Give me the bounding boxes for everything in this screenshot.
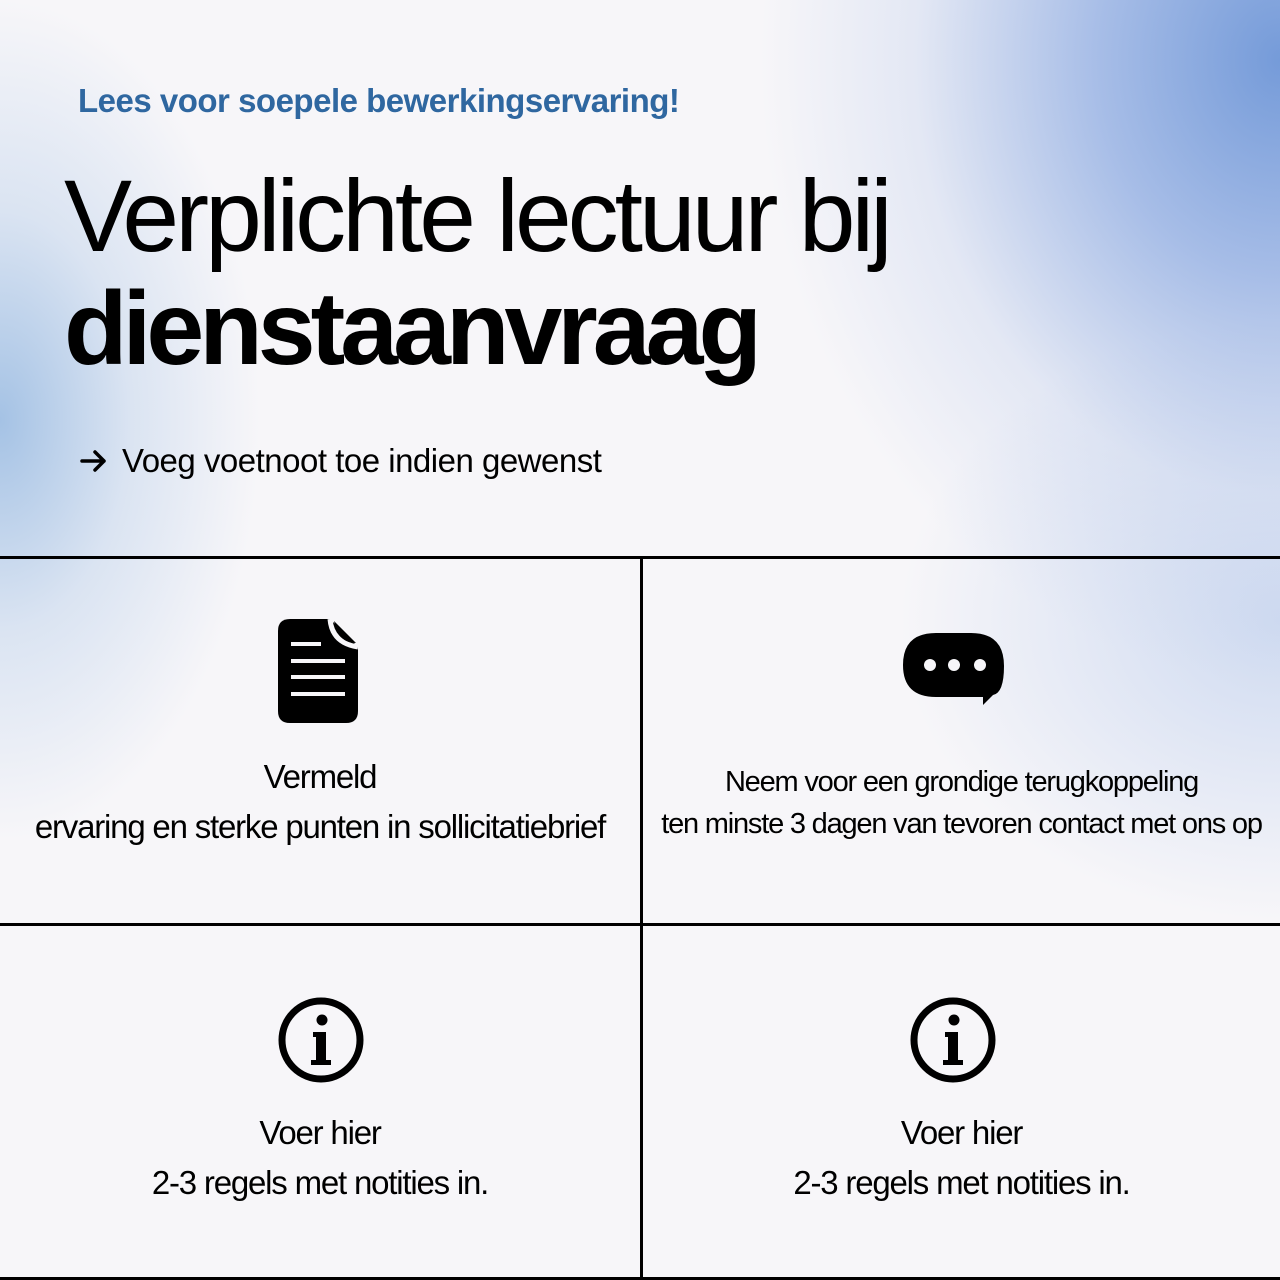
cell-line2: 2-3 regels met notities in. bbox=[151, 1164, 489, 1201]
header-section bbox=[0, 0, 1280, 557]
page-title-line2: dienstaanvraag bbox=[64, 271, 757, 387]
cell-text bbox=[0, 1108, 640, 1208]
grid-cell-notes-left bbox=[0, 926, 640, 1277]
eyebrow-text: Lees voor soepele bewerkingservaring! bbox=[78, 82, 680, 119]
cell-line1: Neem voor een grondige terugkoppeling bbox=[724, 766, 1199, 798]
info-icon bbox=[909, 996, 997, 1084]
footnote-text: Voeg voetnoot toe indien gewenst bbox=[122, 442, 602, 479]
footnote bbox=[78, 442, 601, 480]
info-icon bbox=[277, 996, 365, 1084]
cell-line2: 2-3 regels met notities in. bbox=[793, 1164, 1130, 1201]
cell-line2: ten minste 3 dagen van tevoren contact met ons op bbox=[661, 808, 1262, 840]
grid-cell-resume bbox=[0, 559, 640, 923]
chat-bubble-icon bbox=[903, 633, 1005, 707]
cell-line2: ervaring en sterke punten in sollicitatiebrief bbox=[34, 808, 606, 845]
grid-cell-notes-right bbox=[643, 926, 1280, 1277]
document-icon bbox=[278, 619, 358, 723]
cell-line1: Vermeld bbox=[263, 758, 377, 795]
cell-text bbox=[643, 761, 1280, 845]
grid-cell-feedback bbox=[643, 559, 1280, 923]
cell-text bbox=[643, 1108, 1280, 1208]
cell-text bbox=[0, 752, 640, 852]
page-title-line1: Verplichte lectuur bij bbox=[64, 159, 889, 273]
arrow-right-icon bbox=[78, 445, 110, 477]
cell-line1: Voer hier bbox=[900, 1114, 1023, 1151]
cell-line1: Voer hier bbox=[259, 1114, 381, 1151]
